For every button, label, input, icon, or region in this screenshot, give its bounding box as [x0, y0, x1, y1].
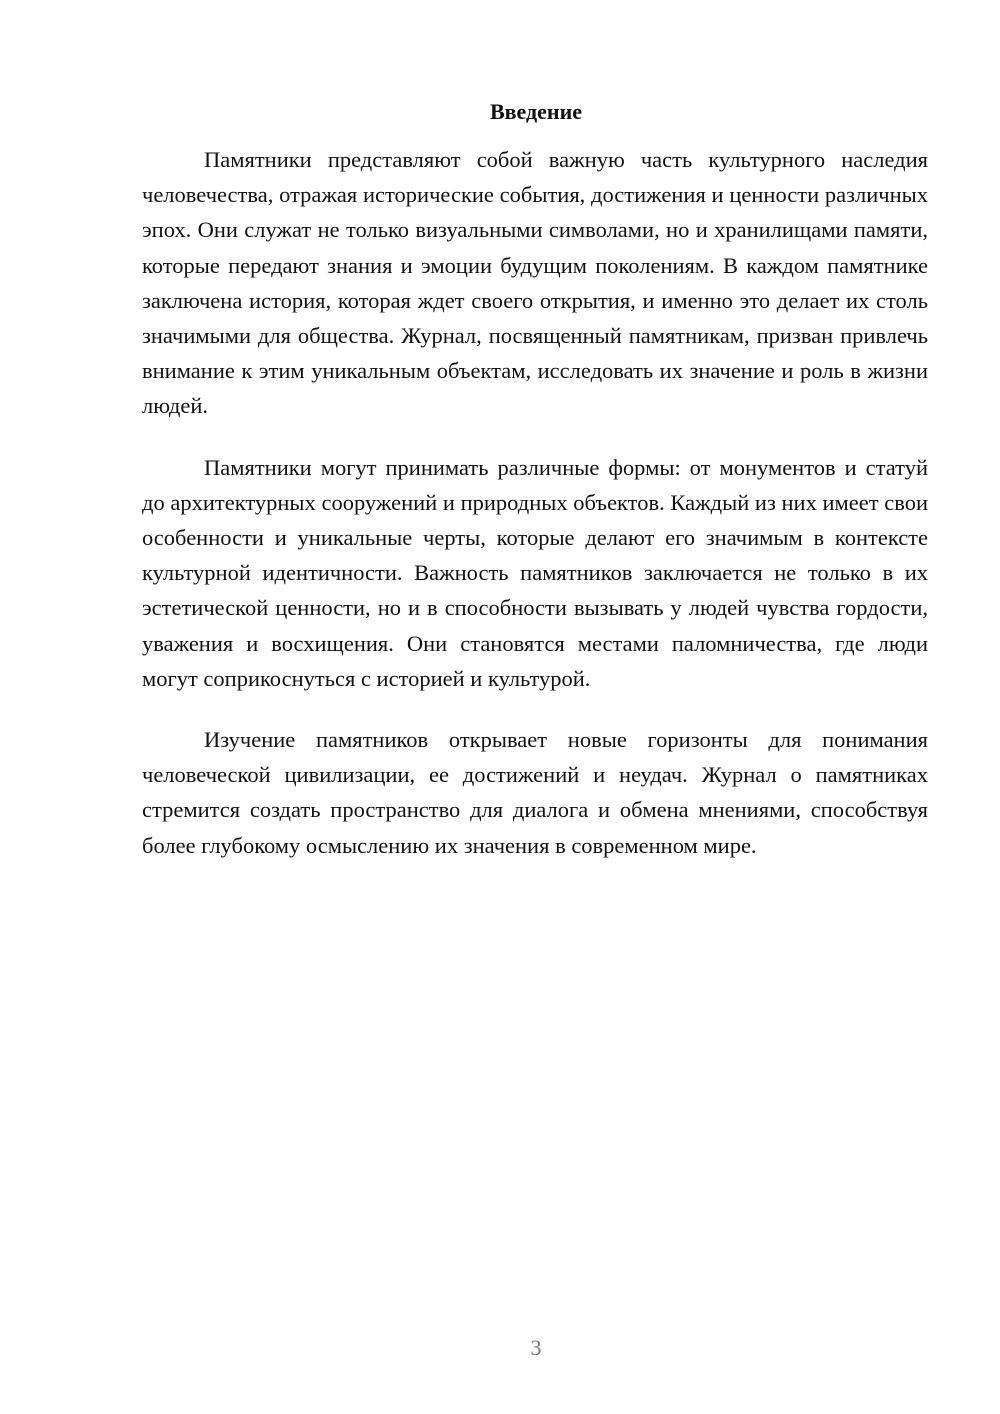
- page-number: 3: [530, 1335, 542, 1360]
- page-title: Введение: [489, 99, 583, 124]
- paragraph-3: Изучение памятников открывает новые горизонты для понимания человеческой цивилизации, ее достижений и неудач. Журнал о памятниках стремится создать пространство для диалога и обмена мнениями, способствуя более глубокому осмыслению их значения в современном мире.: [142, 727, 928, 858]
- paragraph-1: Памятники представляют собой важную часть культурного наследия человечества, отражая исторические события, достижения и ценности различных эпох. Они служат не только визуальными символами, но и хранилищами памяти, которые передают знания и эмоции будущим поколениям. В каждом памятнике заключена история, которая ждет своего открытия, и именно это делает их столь значимыми для общества. Журнал, посвященный памятникам, призван привлечь внимание к этим уникальным объектам, исследовать их значение и роль в жизни людей.: [142, 147, 928, 419]
- body-text: [142, 142, 928, 889]
- paragraph-2: Памятники могут принимать различные формы: от монументов и статуй до архитектурных сооружений и природных объектов. Каждый из них имеет свои особенности и уникальные черты, которые делают его значимым в контексте культурной идентичности. Важность памятников заключается не только в их эстетической ценности, но и в способности вызывать у людей чувства гордости, уважения и восхищения. Они становятся местами паломничества, где люди могут соприкоснуться с историей и культурой.: [142, 454, 928, 691]
